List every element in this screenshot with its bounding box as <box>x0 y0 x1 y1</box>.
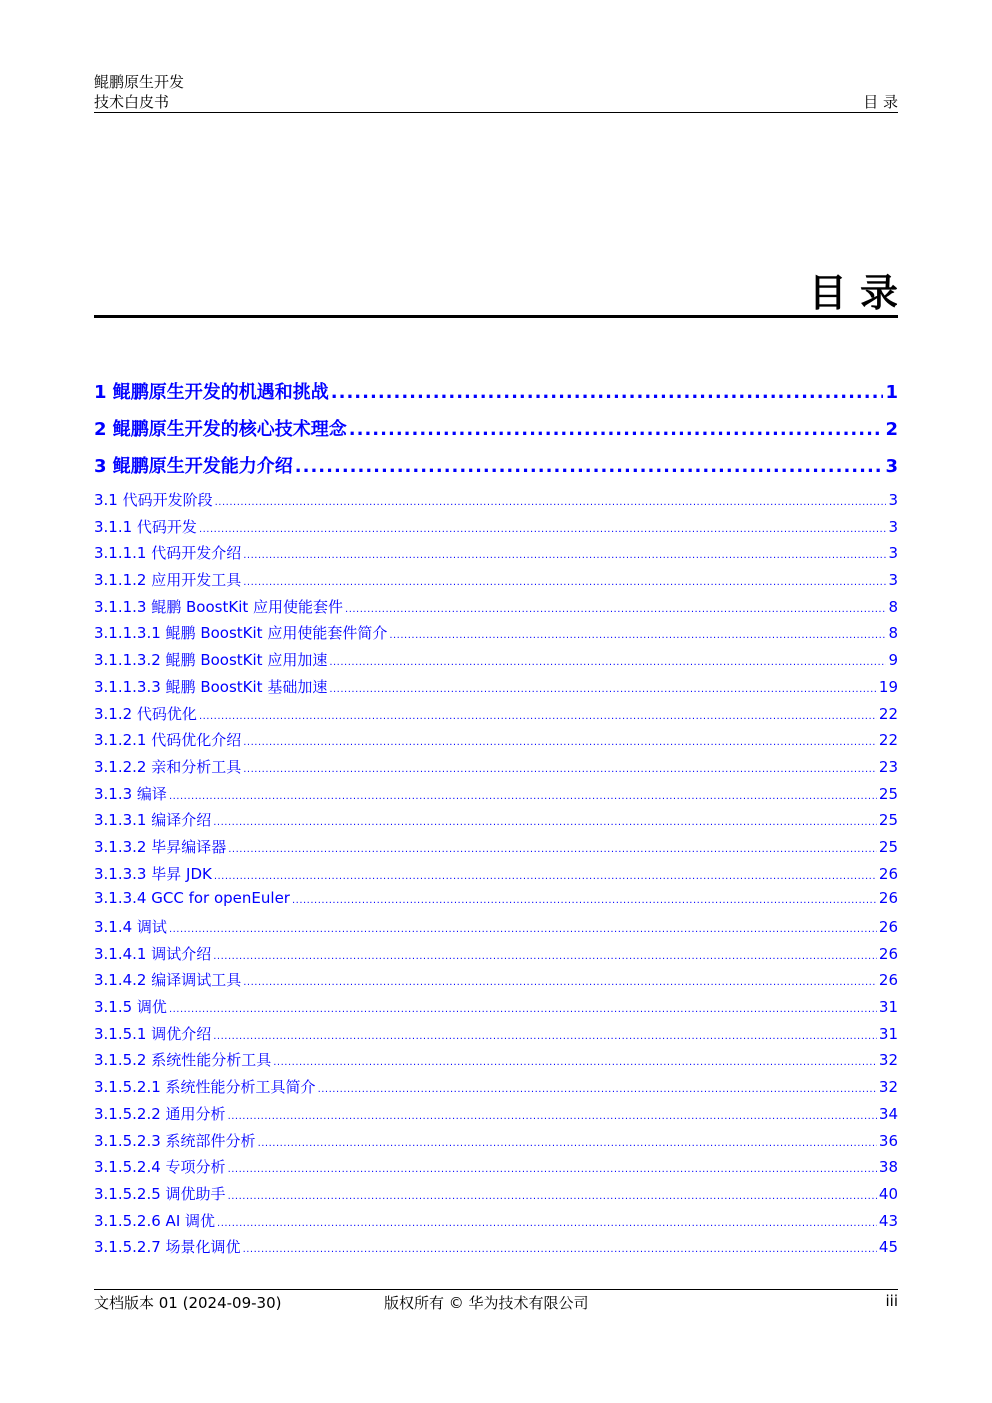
toc-entry-page: 3 <box>885 456 898 477</box>
toc-entry[interactable] <box>94 783 898 810</box>
toc-entry[interactable] <box>94 415 898 452</box>
toc-entry-page: 38 <box>878 1158 898 1177</box>
toc-entry-title: 3.1.5.2.3 系统部件分析 <box>94 1131 256 1150</box>
toc-entry[interactable] <box>94 516 898 543</box>
toc-leader-dots <box>331 382 884 403</box>
toc-leader-dots <box>169 918 877 936</box>
toc-leader-dots <box>243 544 886 562</box>
toc-entry-title: 3.1.2.2 亲和分析工具 <box>94 757 242 776</box>
toc-entry[interactable] <box>94 969 898 996</box>
toc-entry[interactable] <box>94 1130 898 1157</box>
toc-entry[interactable] <box>94 1183 898 1210</box>
toc-entry[interactable] <box>94 489 898 516</box>
toc-leader-dots <box>213 1025 877 1043</box>
toc-leader-dots <box>243 571 886 589</box>
toc-leader-dots <box>243 731 877 749</box>
toc-leader-dots <box>217 1212 877 1230</box>
toc-entry-title: 3.1.4.2 编译调试工具 <box>94 971 242 990</box>
toc-entry-page: 8 <box>888 597 898 616</box>
toc-leader-dots <box>228 838 877 856</box>
toc-entry-title: 3.1.5 调优 <box>94 998 167 1017</box>
toc-leader-dots <box>329 651 886 669</box>
page-header <box>94 72 898 113</box>
toc-entry-title: 2 鲲鹏原生开发的核心技术理念 <box>94 419 347 440</box>
toc-entry-page: 8 <box>888 624 898 643</box>
toc-entry[interactable] <box>94 996 898 1023</box>
footer-page-number: iii <box>885 1292 898 1310</box>
header-section-name: 目 录 <box>863 93 898 111</box>
toc-leader-dots <box>243 758 877 776</box>
toc-entry-page: 22 <box>878 731 898 750</box>
toc-entry[interactable] <box>94 1023 898 1050</box>
toc-entry-title: 3.1.1.3.1 鲲鹏 BoostKit 应用使能套件简介 <box>94 624 388 643</box>
toc-entry-page: 31 <box>878 1024 898 1043</box>
toc-entry-title: 3.1.2 代码优化 <box>94 704 197 723</box>
toc-entry-title: 3.1.5.2.4 专项分析 <box>94 1158 226 1177</box>
toc-entry-title: 3.1.1.3.3 鲲鹏 BoostKit 基础加速 <box>94 677 328 696</box>
toc-entry-title: 3.1.5.2.1 系统性能分析工具简介 <box>94 1078 316 1097</box>
toc-entry-page: 40 <box>878 1184 898 1203</box>
toc-entry-page: 43 <box>878 1211 898 1230</box>
toc-leader-dots <box>199 705 877 723</box>
toc-entry[interactable] <box>94 622 898 649</box>
toc-entry-page: 3 <box>888 571 898 590</box>
toc-entry-title: 3.1.5.2.7 场景化调优 <box>94 1238 241 1257</box>
toc-leader-dots <box>243 1238 877 1256</box>
toc-entry-title: 3.1.5.2.2 通用分析 <box>94 1104 226 1123</box>
toc-leader-dots <box>295 456 884 477</box>
toc-leader-dots <box>169 785 877 803</box>
toc-entry[interactable] <box>94 729 898 756</box>
toc-entry[interactable] <box>94 542 898 569</box>
toc-entry-title: 3.1.3.4 GCC for openEuler <box>94 889 290 908</box>
footer-version: 文档版本 01 (2024-09-30) <box>94 1294 282 1312</box>
toc-entry-title: 3.1.3 编译 <box>94 784 167 803</box>
toc-entry-title: 3.1.1.3.2 鲲鹏 BoostKit 应用加速 <box>94 651 328 670</box>
toc-leader-dots <box>169 998 877 1016</box>
toc-entry-page: 3 <box>888 544 898 563</box>
toc-leader-dots <box>215 491 887 509</box>
toc-entry-page: 19 <box>878 677 898 696</box>
toc-leader-dots <box>228 1158 877 1176</box>
toc-entry[interactable] <box>94 836 898 863</box>
toc-entry[interactable] <box>94 596 898 623</box>
toc-entry[interactable] <box>94 1156 898 1183</box>
toc-entry[interactable] <box>94 756 898 783</box>
toc-entry[interactable] <box>94 703 898 730</box>
toc-entry-title: 3.1.4.1 调试介绍 <box>94 944 212 963</box>
toc-leader-dots <box>258 1132 877 1150</box>
toc-leader-dots <box>389 624 886 642</box>
toc-entry-title: 3.1.3.3 毕昇 JDK <box>94 864 212 883</box>
toc-entry-title: 3.1.3.2 毕昇编译器 <box>94 837 227 856</box>
toc-entry-title: 3 鲲鹏原生开发能力介绍 <box>94 456 293 477</box>
header-doc-type: 技术白皮书 <box>94 93 170 111</box>
toc-entry-page: 25 <box>878 784 898 803</box>
toc-entry-page: 22 <box>878 704 898 723</box>
toc-entry-page: 26 <box>878 944 898 963</box>
page-footer <box>94 1289 898 1316</box>
toc-entry-page: 26 <box>878 864 898 883</box>
title-divider <box>94 315 898 318</box>
toc-entry-title: 1 鲲鹏原生开发的机遇和挑战 <box>94 382 329 403</box>
toc-entry-page: 25 <box>878 837 898 856</box>
toc-entry-title: 3.1.4 调试 <box>94 918 167 936</box>
toc-entry-page: 34 <box>878 1104 898 1123</box>
page-title: 目 录 <box>808 271 898 315</box>
toc-entry[interactable] <box>94 378 898 415</box>
toc-entry[interactable] <box>94 889 898 916</box>
toc-entry-page: 26 <box>878 971 898 990</box>
toc-leader-dots <box>213 945 877 963</box>
toc-entry[interactable] <box>94 649 898 676</box>
toc-entry-title: 3.1.5.2 系统性能分析工具 <box>94 1051 272 1070</box>
toc-entry[interactable] <box>94 569 898 596</box>
toc-entry-page: 3 <box>888 517 898 536</box>
toc-entry-title: 3.1.1.3 鲲鹏 BoostKit 应用使能套件 <box>94 597 344 616</box>
toc-entry-title: 3.1.3.1 编译介绍 <box>94 811 212 830</box>
toc-leader-dots <box>349 419 884 440</box>
toc-entry[interactable] <box>94 1049 898 1076</box>
toc-entry-page: 25 <box>878 811 898 830</box>
toc-leader-dots <box>318 1078 877 1096</box>
toc-entry-title: 3.1.5.2.5 调优助手 <box>94 1184 226 1203</box>
toc-entry-title: 3.1.2.1 代码优化介绍 <box>94 731 242 750</box>
toc-entry-page: 3 <box>888 491 898 509</box>
toc-entry[interactable] <box>94 809 898 836</box>
toc-entry-page: 23 <box>878 757 898 776</box>
toc-leader-dots <box>214 865 877 883</box>
toc-leader-dots <box>345 598 886 616</box>
toc-leader-dots <box>329 678 877 696</box>
toc-leader-dots <box>273 1051 877 1069</box>
toc-entry[interactable] <box>94 676 898 703</box>
toc-entry-title: 3.1.5.2.6 AI 调优 <box>94 1211 216 1230</box>
toc-leader-dots <box>213 811 877 829</box>
table-of-contents <box>94 378 898 1263</box>
toc-entry-page: 26 <box>878 918 898 936</box>
toc-leader-dots <box>243 971 877 989</box>
toc-entry-page: 36 <box>878 1131 898 1150</box>
toc-entry-page: 32 <box>878 1051 898 1070</box>
toc-entry[interactable] <box>94 863 898 890</box>
toc-entry[interactable] <box>94 916 898 943</box>
toc-entry-page: 32 <box>878 1078 898 1097</box>
toc-entry-page: 45 <box>878 1238 898 1257</box>
toc-leader-dots <box>199 518 887 536</box>
toc-entry-title: 3.1.5.1 调优介绍 <box>94 1024 212 1043</box>
toc-entry[interactable] <box>94 1236 898 1263</box>
toc-leader-dots <box>228 1105 877 1123</box>
toc-entry-title: 3.1.1 代码开发 <box>94 517 197 536</box>
toc-entry-title: 3.1.1.1 代码开发介绍 <box>94 544 242 563</box>
toc-entry[interactable] <box>94 1076 898 1103</box>
toc-entry[interactable] <box>94 943 898 970</box>
toc-entry[interactable] <box>94 1103 898 1130</box>
toc-entry-page: 2 <box>885 419 898 440</box>
toc-entry-title: 3.1.1.2 应用开发工具 <box>94 571 242 590</box>
toc-entry-page: 9 <box>888 651 898 670</box>
toc-entry[interactable] <box>94 1210 898 1237</box>
toc-leader-dots <box>292 889 877 907</box>
toc-entry-page: 26 <box>878 889 898 908</box>
toc-entry-title: 3.1 代码开发阶段 <box>94 491 213 509</box>
toc-entry-page: 1 <box>885 382 898 403</box>
header-product-name: 鲲鹏原生开发 <box>94 73 185 91</box>
toc-leader-dots <box>228 1185 877 1203</box>
toc-entry-page: 31 <box>878 998 898 1017</box>
footer-copyright: 版权所有 © 华为技术有限公司 <box>384 1294 589 1312</box>
toc-entry[interactable] <box>94 452 898 489</box>
